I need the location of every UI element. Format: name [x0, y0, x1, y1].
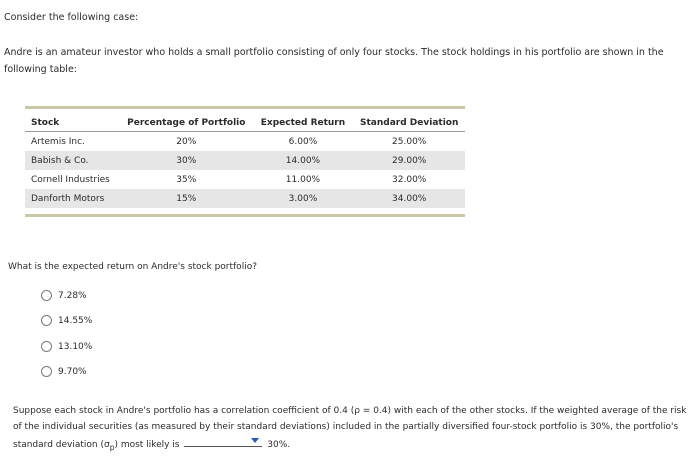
std-dev-dropdown[interactable]: [184, 435, 262, 447]
stock-name: Artemis Inc.: [31, 137, 85, 147]
question-text: What is the expected return on Andre's stock portfolio?: [8, 262, 257, 272]
stock-name: Danforth Motors: [25, 189, 118, 208]
header-std-dev: Standard Deviation: [360, 118, 459, 128]
option-label: 14.55%: [58, 315, 93, 326]
std-dev: 34.00%: [351, 189, 465, 208]
expected-return: 3.00%: [253, 189, 352, 208]
header-percentage: Percentage of Portfolio: [127, 118, 246, 128]
stock-name: Cornell Industries: [31, 175, 110, 185]
std-dev: 29.00%: [351, 151, 465, 170]
part2-question: [13, 403, 693, 456]
radio-button[interactable]: [41, 315, 52, 326]
table-row: [25, 151, 465, 170]
expected-return: 11.00%: [285, 175, 321, 185]
case-description: Andre is an amateur investor who holds a small portfolio consisting of only four stocks. The stock holdings in his portfolio are shown in the following table:: [4, 47, 664, 75]
table-row: [25, 132, 465, 152]
radio-button[interactable]: [41, 341, 52, 352]
chevron-down-icon[interactable]: [251, 438, 259, 443]
portfolio-table: [25, 106, 465, 217]
radio-button[interactable]: [41, 366, 52, 377]
answer-option[interactable]: [41, 290, 87, 301]
percentage: 20%: [176, 137, 197, 147]
table-row: [25, 189, 465, 208]
option-label: 13.10%: [58, 341, 93, 352]
part2-text-after: 30%.: [267, 440, 291, 450]
std-dev: 25.00%: [392, 137, 427, 147]
radio-button[interactable]: [41, 290, 52, 301]
part2-text-before: Suppose each stock in Andre's portfolio has a correlation coefficient of 0.4 (ρ = 0.4) with each of the other stocks. If the weighted average of the risk of the individual securities (as measured by their standard deviations) included in the partially diversified four-stock portfolio is 30%, the portfolio's standard deviation (σ: [13, 406, 687, 450]
header-stock: Stock: [31, 118, 60, 128]
answer-option[interactable]: [41, 341, 92, 352]
answer-option[interactable]: [41, 315, 92, 326]
table-row: [25, 170, 465, 189]
std-dev: 32.00%: [392, 175, 427, 185]
expected-return: 14.00%: [253, 151, 352, 170]
expected-return: 6.00%: [288, 137, 318, 147]
table-header-row: [25, 109, 465, 132]
part2-text-mid: ) most likely is: [114, 440, 180, 450]
table-bottom-rule: [25, 214, 465, 217]
sigma-subscript: p: [109, 442, 115, 452]
header-expected-return: Expected Return: [260, 118, 346, 128]
percentage: 15%: [118, 189, 252, 208]
option-label: 9.70%: [58, 366, 87, 377]
stock-name: Babish & Co.: [25, 151, 118, 170]
percentage: 35%: [176, 175, 197, 185]
answer-option[interactable]: [41, 366, 87, 377]
option-label: 7.28%: [58, 290, 87, 301]
percentage: 30%: [118, 151, 252, 170]
intro-text: Consider the following case:: [4, 12, 139, 23]
